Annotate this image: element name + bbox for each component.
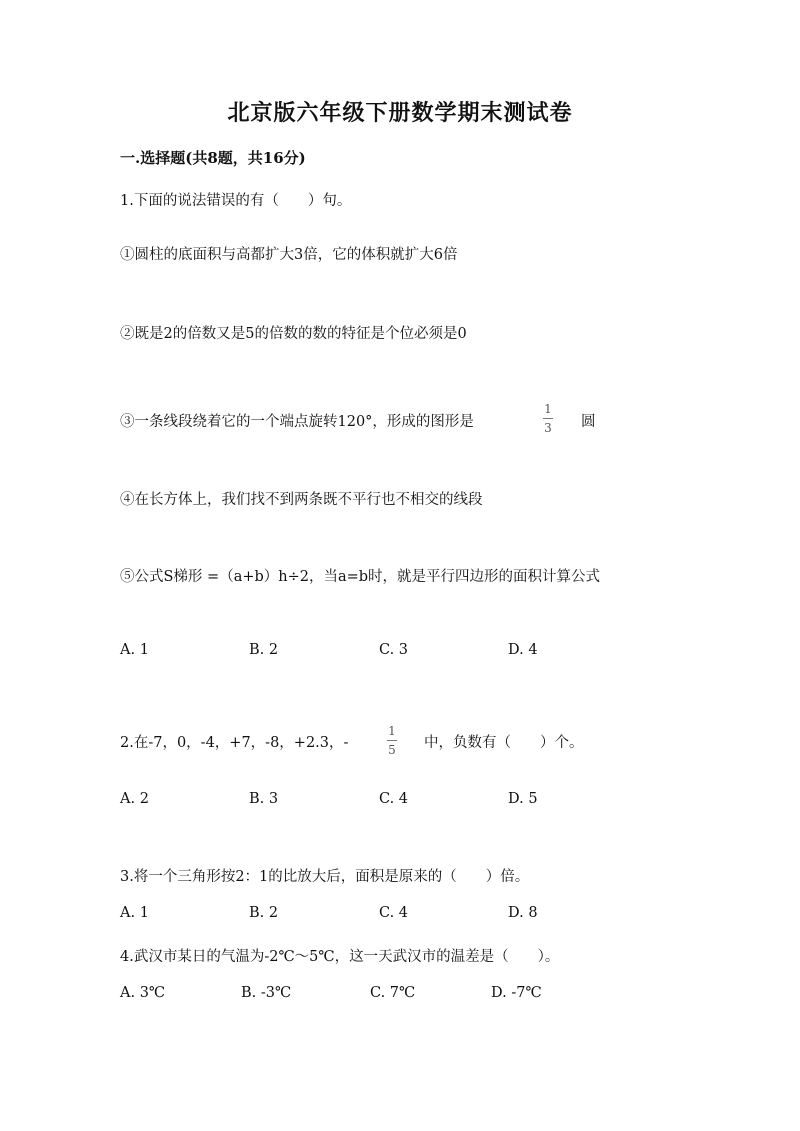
question-2-stem-end: 中，负数有（ ）个。 — [424, 735, 584, 751]
question-4-option-a[interactable]: A. 3℃ — [120, 985, 166, 1001]
question-1-statement-4: ④在长方体上，我们找不到两条既不平行也不相交的线段 — [120, 492, 483, 508]
question-1-option-a[interactable]: A. 1 — [120, 642, 149, 658]
question-3-stem: 3.将一个三角形按2：1的比放大后，面积是原来的（ ）倍。 — [120, 869, 530, 885]
question-3-option-d[interactable]: D. 8 — [508, 905, 538, 921]
question-1-statement-1: ①圆柱的底面积与高都扩大3倍，它的体积就扩大6倍 — [120, 247, 458, 263]
question-4-option-b[interactable]: B. -3℃ — [241, 985, 292, 1001]
question-4-stem: 4.武汉市某日的气温为-2℃～5℃，这一天武汉市的温差是（ ）。 — [120, 949, 560, 965]
question-4-option-d[interactable]: D. -7℃ — [491, 985, 542, 1001]
question-1-statement-3: ③一条线段绕着它的一个端点旋转120°，形成的图形是 — [120, 414, 474, 430]
question-2-option-c[interactable]: C. 4 — [379, 791, 409, 807]
question-2-option-b[interactable]: B. 3 — [249, 791, 279, 807]
fraction-denominator: 3 — [544, 421, 552, 435]
question-2-option-d[interactable]: D. 5 — [508, 791, 538, 807]
question-1-option-c[interactable]: C. 3 — [379, 642, 409, 658]
page-title: 北京版六年级下册数学期末测试卷 — [227, 100, 573, 126]
question-1-statement-2: ②既是2的倍数又是5的倍数的数的特征是个位必须是0 — [120, 326, 467, 342]
question-1-stem: 1.下面的说法错误的有（ ）句。 — [120, 193, 352, 209]
question-2-option-a[interactable]: A. 2 — [120, 791, 149, 807]
question-3-option-c[interactable]: C. 4 — [379, 905, 409, 921]
question-1-statement-3-tail: 圆 — [581, 414, 596, 430]
fraction-denominator: 5 — [388, 743, 396, 757]
question-3-option-a[interactable]: A. 1 — [120, 905, 149, 921]
fraction-bar — [543, 418, 553, 419]
fraction-one-fifth — [387, 725, 397, 756]
fraction-numerator: 1 — [388, 724, 396, 738]
fraction-numerator: 1 — [544, 402, 552, 416]
question-2-stem-start: 2.在-7，0，-4，+7，-8，+2.3，- — [120, 735, 349, 751]
section-heading: 一.选择题(共8题，共16分) — [120, 149, 306, 167]
fraction-one-third — [543, 403, 553, 434]
question-1-statement-5: ⑤公式S梯形 =（a+b）h÷2，当a=b时，就是平行四边形的面积计算公式 — [120, 569, 601, 585]
question-3-option-b[interactable]: B. 2 — [249, 905, 279, 921]
question-1-option-d[interactable]: D. 4 — [508, 642, 538, 658]
question-1-option-b[interactable]: B. 2 — [249, 642, 279, 658]
fraction-bar — [387, 740, 397, 741]
question-4-option-c[interactable]: C. 7℃ — [370, 985, 416, 1001]
